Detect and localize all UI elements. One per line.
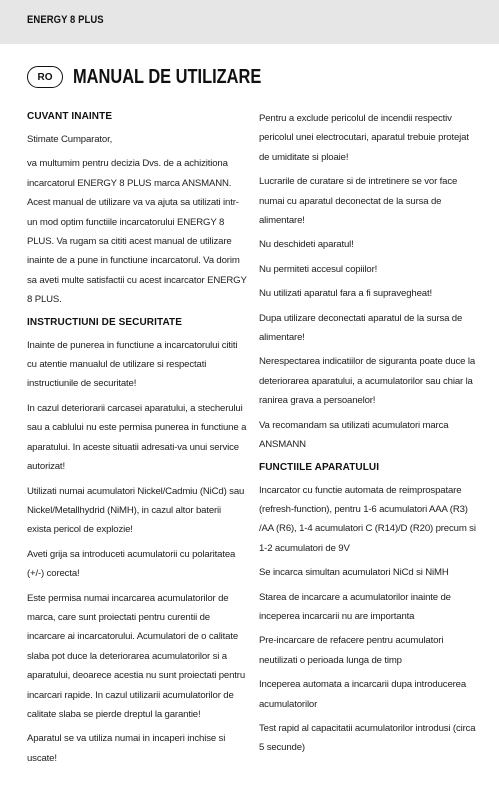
page-title: MANUAL DE UTILIZARE: [73, 65, 262, 88]
paragraph: Lucrarile de curatare si de intretinere se vor face numai cu aparatul deconectat de la sursa de alimentare!: [259, 176, 458, 227]
language-badge: RO: [27, 66, 63, 88]
paragraph: Nu deschideti aparatul!: [259, 239, 354, 251]
paragraph: Pentru a exclude pericolul de incendii respectiv pericolul unei electrocutari, aparatul trebuie protejat de umiditate si ploaie!: [259, 113, 469, 163]
header-bar: [0, 0, 499, 44]
paragraph: Va recomandam sa utilizati acumulatori marca ANSMANN: [259, 419, 449, 451]
paragraph: Test rapid al capacitatii acumulatorilor introdusi (circa 5 secunde): [259, 722, 476, 754]
paragraph: Dupa utilizare deconectati aparatul de la sursa de alimentare!: [259, 312, 463, 344]
paragraph: Nu permiteti accesul copiilor!: [259, 263, 378, 275]
paragraph: va multumim pentru decizia Dvs. de a achizitiona incarcatorul ENERGY 8 PLUS marca ANSMANN. Acest manual de utilizare va va ajuta sa utilizati intr-un mod optim functiile incarcatorului ENERGY 8 PLUS. Va rugam sa cititi acest manual de utilizare inainte de a pune in functiune incarcatorul. Va dorim sa aveti multe satisfactii cu acest incarcator ENERGY 8 PLUS.: [27, 158, 247, 306]
paragraph: Incarcator cu functie automata de reimprospatare (refresh-function), pentru 1-6 acumulatori AAA (R3) /AA (R6), 1-4 acumulatori C (R14)/D (R20) precum si 1-2 acumulatori de 9V: [259, 484, 476, 554]
paragraph: Starea de incarcare a acumulatorilor inainte de inceperea incarcarii nu are importanta: [259, 591, 451, 622]
paragraph: Aveti grija sa introduceti acumulatorii cu polaritatea (+/-) corecta!: [27, 548, 236, 580]
paragraph: Pre-incarcare de refacere pentru acumulatori neutilizati o perioada lunga de timp: [259, 635, 444, 666]
paragraph: Inceperea automata a incarcarii dupa introducerea acumulatorilor: [259, 679, 467, 710]
paragraph: Stimate Cumparator,: [27, 134, 113, 145]
paragraph: Se incarca simultan acumulatori NiCd si NiMH: [259, 567, 449, 579]
paragraph: Aparatul se va utiliza numai in incaperi inchise si uscate!: [27, 733, 226, 764]
title-row: [27, 63, 303, 91]
product-name: ENERGY 8 PLUS: [27, 14, 104, 26]
section-heading-foreword: CUVANT INAINTE: [27, 111, 113, 122]
paragraph: Este permisa numai incarcarea acumulatorilor de marca, care sunt proiectati pentru curentii de incarcare ai incarcatorului. Acumulatori de o calitate slaba pot duce la deteriorarea acumulatorilor si a aparatului, deoarece acestia nu sunt proiectati pentru incarcari rapide. In cazul utilizarii acumulatorilor de calitate slaba se pierde dreptul la garantie!: [27, 592, 246, 720]
section-heading-functions: FUNCTIILE APARATULUI: [259, 461, 380, 473]
section-heading-safety: INSTRUCTIUNI DE SECURITATE: [27, 316, 183, 328]
left-column: [27, 109, 247, 773]
right-column: [259, 109, 479, 763]
paragraph: Nu utilizati aparatul fara a fi supravegheat!: [259, 288, 432, 300]
paragraph: Utilizati numai acumulatori Nickel/Cadmiu (NiCd) sau Nickel/Metallhydrid (NiMH), in cazul altor baterii exista pericol de explozie!: [27, 485, 245, 536]
paragraph: Nerespectarea indicatiilor de siguranta poate duce la deteriorarea aparatului, a acumulatorilor sau chiar la ranirea grava a persoanelor!: [259, 356, 476, 407]
paragraph: Inainte de punerea in functiune a incarcatorului cititi cu atentie manualul de utilizare si respectati instructiunile de securitate!: [27, 339, 238, 390]
paragraph: In cazul deteriorarii carcasei aparatului, a stecherului sau a cablului nu este permisa punerea in functiune a aparatului. In aceste situatii adresati-va unui service autorizat!: [27, 402, 247, 473]
